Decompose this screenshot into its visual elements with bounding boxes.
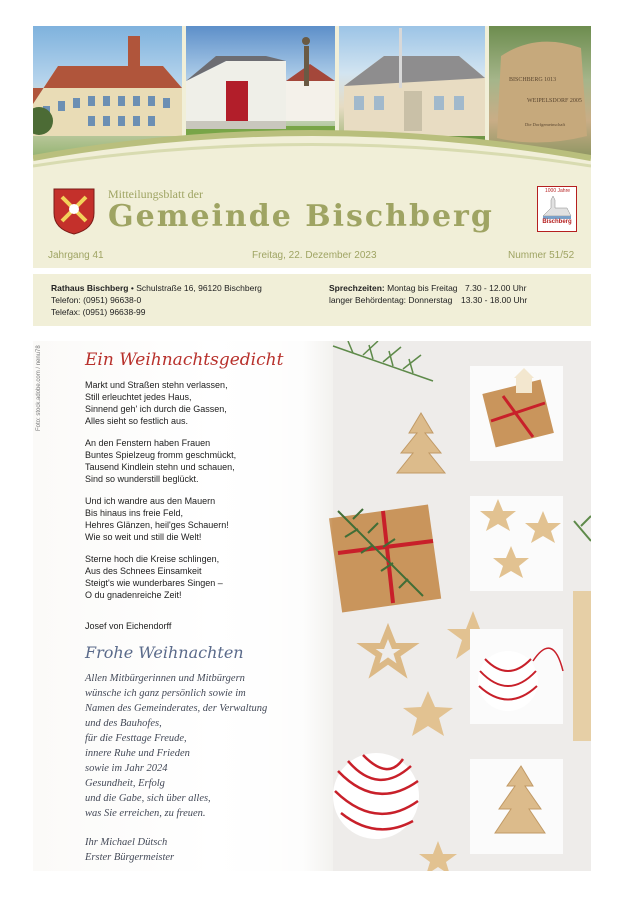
phone: Telefon: (0951) 96638-0 [51, 295, 142, 305]
poem-stanza-2 [85, 437, 236, 485]
greeting-title: Frohe Weihnachten [85, 643, 244, 662]
poem-line: Buntes Spielzeug fromm geschmückt, [85, 450, 237, 461]
masthead-title: Gemeinde Bischberg [108, 199, 494, 234]
poem-line: O du gnadenreiche Zeit! [85, 590, 182, 601]
office-hours-label: Sprechzeiten: [329, 283, 385, 293]
greeting-line: Namen des Gemeinderates, der Verwaltung [85, 703, 268, 714]
header-wave [33, 118, 591, 188]
signature-role: Erster Bürgermeister [85, 852, 175, 863]
masthead-subtitle: Mitteilungsblatt der [108, 187, 203, 201]
office-hours-time: 7.30 - 12.00 Uhr [465, 283, 527, 293]
poem-line: Hehres Glänzen, heil'ges Schauern! [85, 520, 229, 531]
poem-line: Und ich wandre aus den Mauern [85, 496, 216, 506]
issue-date: Freitag, 22. Dezember 2023 [252, 250, 377, 261]
badge-label: Bischberg [542, 219, 572, 225]
greeting-body [85, 671, 267, 821]
office-hours-days: Montag bis Freitag [387, 283, 458, 293]
town-hall-line [51, 282, 262, 294]
poem-line: Markt und Straßen stehn verlassen, [85, 380, 228, 390]
poem-line: Aus des Schnees Einsamkeit [85, 566, 202, 577]
town-hall-address: Schulstraße 16, 96120 Bischberg [136, 283, 262, 293]
poem-stanza-1 [85, 379, 228, 427]
greeting-line: was Sie erreichen, zu freuen. [85, 808, 206, 819]
poem-line: Steigt's wie wunderbares Singen – [85, 578, 223, 589]
photo-credit: Foto: stock.adobe.com / nenu78 [36, 345, 42, 431]
office-hours [329, 282, 458, 294]
volume-label: Jahrgang 41 [48, 250, 104, 261]
poem-line: An den Fenstern haben Frauen [85, 438, 211, 448]
long-day-time: 13.30 - 18.00 Uhr [461, 295, 528, 305]
greeting-line: und des Bauhofes, [85, 718, 162, 729]
greeting-line: wünsche ich ganz persönlich sowie im [85, 688, 246, 699]
poem-line: Tausend Kindlein stehn und schauen, [85, 462, 235, 473]
stone-text-2: WEIPELSDORF 2005 [527, 98, 582, 104]
badge-top-text: 1000 Jahre [545, 188, 571, 194]
poem-line: Sind so wunderstill beglückt. [85, 474, 199, 485]
poem-line: Bis hinaus ins freie Feld, [85, 508, 184, 519]
poem-line: Alles sieht so festlich aus. [85, 416, 189, 427]
greeting-line: Allen Mitbürgerinnen und Mitbürgern [85, 673, 245, 684]
greeting-line: Gesundheit, Erfolg [85, 778, 165, 789]
poem-title: Ein Weihnachtsgedicht [85, 350, 284, 370]
text-panel [33, 341, 333, 871]
poem-author: Josef von Eichendorff [85, 621, 172, 631]
greeting-line: sowie im Jahr 2024 [85, 763, 168, 774]
stone-text-1: BISCHBERG 1013 [509, 77, 557, 83]
contact-band [33, 274, 591, 326]
greeting-line: und die Gabe, sich über alles, [85, 793, 211, 804]
town-hall-name: Rathaus Bischberg [51, 283, 129, 293]
stone-text-3: Die Dorfgemeinschaft [525, 122, 566, 127]
poem-line: Wie so weit und still die Welt! [85, 532, 202, 543]
poem-line: Sinnend geh' ich durch die Gassen, [85, 404, 227, 415]
poem-line: Still erleuchtet jedes Haus, [85, 392, 192, 403]
coat-of-arms-icon [52, 187, 96, 235]
signature-name: Ihr Michael Dütsch [85, 837, 168, 848]
issue-number: Nummer 51/52 [508, 250, 575, 261]
poem-line: Sterne hoch die Kreise schlingen, [85, 554, 220, 564]
long-day-label: langer Behördentag: Donnerstag [329, 295, 453, 305]
poem-stanza-4 [85, 553, 223, 601]
poem-stanza-3 [85, 495, 229, 543]
separator: • [130, 283, 134, 293]
greeting-line: innere Ruhe und Frieden [85, 748, 190, 759]
christmas-feature [33, 341, 591, 871]
greeting-line: für die Festtage Freude, [85, 733, 187, 744]
fax: Telefax: (0951) 96638-99 [51, 307, 146, 317]
greeting-signature [85, 835, 174, 865]
